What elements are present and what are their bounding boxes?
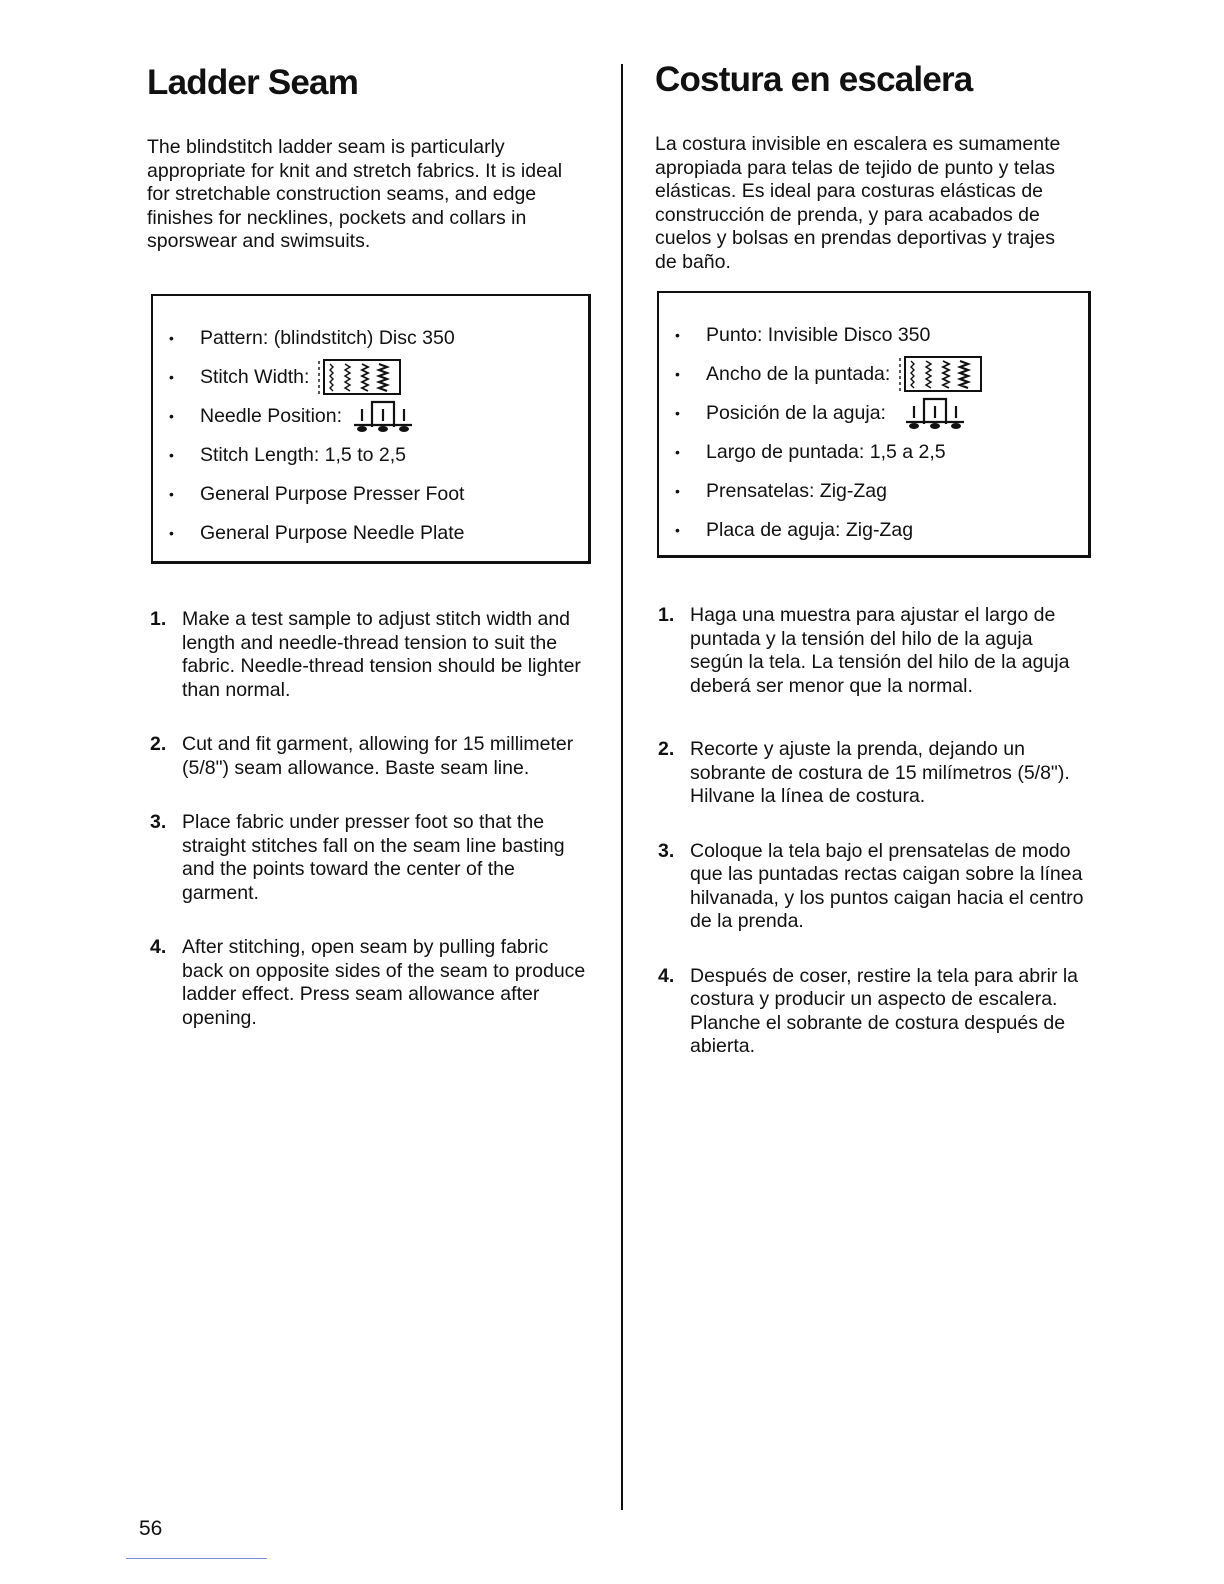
bullet: • [675, 365, 680, 382]
setting-stitch-width: • Stitch Width: [169, 357, 465, 396]
setting-presser-foot: • General Purpose Presser Foot [169, 482, 465, 505]
setting-stitch-width: • Ancho de la puntada: [675, 354, 984, 393]
bullet: • [169, 329, 174, 346]
bullet: • [169, 485, 174, 502]
step-number: 2. [658, 738, 675, 760]
settings-list-english [169, 318, 465, 552]
settings-box-english [151, 294, 591, 564]
step-text: Recorte y ajuste la prenda, dejando un sobrante de costura de 15 milímetros (5/8"). Hilvane la línea de costura. [690, 738, 1070, 807]
setting-stitch-length: • Largo de puntada: 1,5 a 2,5 [675, 440, 946, 463]
step-text: After stitching, open seam by pulling fabric back on opposite sides of the seam to produce ladder effect. Press seam allowance after opening. [182, 936, 586, 1029]
bullet: • [675, 521, 680, 538]
step-number: 4. [150, 936, 167, 958]
step-text: Después de coser, restire la tela para abrir la costura y producir un aspecto de escalera. Planche el sobrante de costura después de abierta. [690, 964, 1079, 1057]
setting-needle-position: • Posición de la aguja: [675, 393, 984, 432]
stitch-width-icon [896, 355, 984, 393]
setting-needle-plate: • General Purpose Needle Plate [169, 521, 465, 544]
settings-list-spanish [675, 315, 984, 549]
step-item [147, 733, 587, 780]
needle-position-icon [348, 399, 418, 433]
step-number: 1. [658, 604, 675, 626]
step-item [655, 604, 1085, 698]
page-title-spanish: Costura en escalera [655, 60, 973, 99]
step-text: Cut and fit garment, allowing for 15 millimeter (5/8") seam allowance. Baste seam line. [182, 733, 574, 779]
needle-position-icon [900, 396, 970, 430]
settings-box-spanish [657, 291, 1091, 558]
setting-stitch-length: • Stitch Length: 1,5 to 2,5 [169, 443, 406, 466]
column-divider [621, 64, 623, 1510]
bullet: • [169, 446, 174, 463]
bullet: • [675, 326, 680, 343]
setting-presser-foot: • Prensatelas: Zig-Zag [675, 479, 887, 502]
bullet: • [675, 443, 680, 460]
bullet: • [169, 524, 174, 541]
step-text: Haga una muestra para ajustar el largo de puntada y la tensión del hilo de la aguja según la tela. La tensión del hilo de la aguja deberá ser menor que la normal. [690, 604, 1070, 697]
step-item [655, 840, 1085, 934]
bullet: • [169, 407, 174, 424]
step-item [147, 811, 587, 905]
step-text: Make a test sample to adjust stitch width and length and needle-thread tension to suit the fabric. Needle-thread tension should be lighter than normal. [182, 608, 581, 701]
step-item [147, 608, 587, 702]
step-item [655, 965, 1085, 1059]
setting-needle-plate: • Placa de aguja: Zig-Zag [675, 518, 914, 541]
setting-pattern: • Punto: Invisible Disco 350 [675, 323, 931, 346]
page-number: 56 [139, 1517, 163, 1540]
step-text: Coloque la tela bajo el prensatelas de modo que las puntadas rectas caigan sobre la línea hilvanada, y los puntos caigan hacia el centro de la prenda. [690, 839, 1084, 932]
step-number: 3. [150, 811, 167, 833]
step-number: 2. [150, 733, 167, 755]
step-number: 1. [150, 608, 167, 630]
intro-english: The blindstitch ladder seam is particularly appropriate for knit and stretch fabrics. It is ideal for stretchable construction seams, and edge finishes for necklines, pockets and collars in sporswear and swimsuits. [147, 136, 563, 252]
bullet: • [675, 404, 680, 421]
step-number: 3. [658, 839, 675, 862]
intro-spanish: La costura invisible en escalera es sumamente apropiada para telas de tejido de punto y telas elásticas. Es ideal para costuras elásticas de construcción de prenda, y para acabados de cuelos y bolsas en prendas deportivas y trajes de baño. [655, 133, 1061, 273]
steps-english [147, 608, 587, 1061]
step-text: Place fabric under presser foot so that the straight stitches fall on the seam line basting and the points toward the center of the garment. [182, 811, 565, 904]
step-item [147, 936, 587, 1030]
setting-pattern: • Pattern: (blindstitch) Disc 350 [169, 326, 455, 349]
step-number: 4. [658, 964, 675, 987]
bullet: • [169, 368, 174, 385]
footer-rule [126, 1558, 267, 1559]
page-title-english: Ladder Seam [147, 63, 359, 102]
setting-needle-position: • Needle Position: [169, 396, 465, 435]
bullet: • [675, 482, 680, 499]
steps-spanish [655, 604, 1085, 1090]
step-item [655, 738, 1085, 809]
stitch-width-icon [315, 358, 403, 396]
